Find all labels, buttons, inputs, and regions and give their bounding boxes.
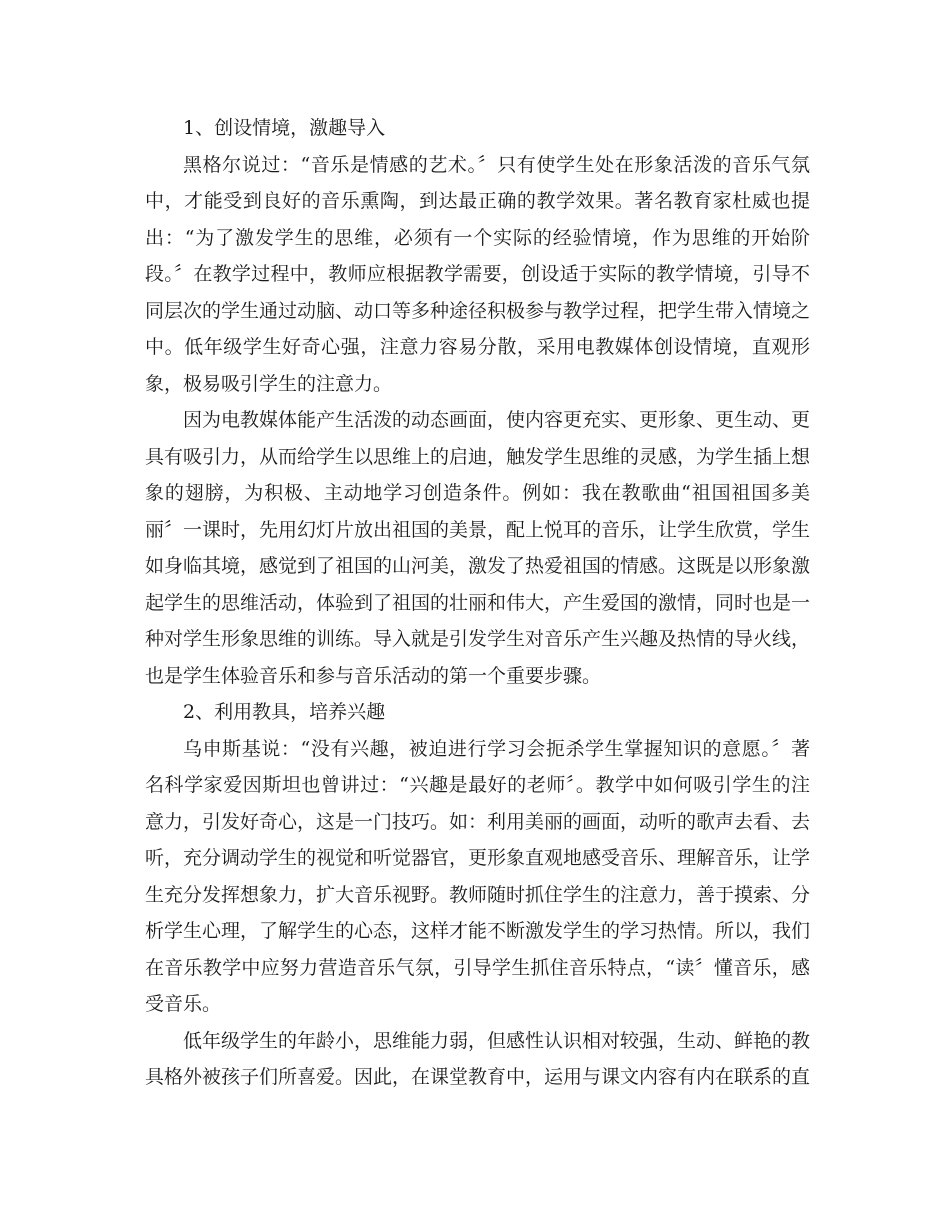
section-heading: 1、创设情境，激趣导入 [183, 117, 386, 139]
section-heading: 2、利用教具，培养兴趣 [183, 701, 386, 723]
paragraph: 乌申斯基说：“没有兴趣，被迫进行学习会扼杀学生掌握知识的意愿。〞著名科学家爱因斯坦也曾讲过：“兴趣是最好的老师〞。教学中如何吸引学生的注意力，引发好奇心，这是一门技巧。如：利用美丽的画面，动听的歌声去看、去听，充分调动学生的视觉和听觉器官，更形象直观地感受音乐、理解音乐，让学生充分发挥想象力，扩大音乐视野。教师随时抓住学生的注意力，善于摸索、分析学生心理，了解学生的心态，这样才能不断激发学生的学习热情。所以，我们在音乐教学中应努力营造音乐气氛，引导学生抓住音乐特点，“读〞懂音乐，感受音乐。 [145, 737, 811, 1015]
paragraph: 因为电教媒体能产生活泼的动态画面，使内容更充实、更形象、更生动、更具有吸引力，从而给学生以思维上的启迪，触发学生思维的灵感，为学生插上想象的翅膀，为积极、主动地学习创造条件。例如：我在教歌曲“祖国祖国多美丽〞一课时，先用幻灯片放出祖国的美景，配上悦耳的音乐，让学生欣赏，学生如身临其境，感觉到了祖国的山河美，激发了热爱祖国的情感。这既是以形象激起学生的思维活动，体验到了祖国的壮丽和伟大，产生爱国的激情，同时也是一种对学生形象思维的训练。导入就是引发学生对音乐产生兴趣及热情的导火线，也是学生体验音乐和参与音乐活动的第一个重要步骤。 [145, 409, 811, 687]
paragraph: 低年级学生的年龄小，思维能力弱，但感性认识相对较强，生动、鲜艳的教具格外被孩子们所喜爱。因此，在课堂教育中，运用与课文内容有内在联系的直 [145, 1029, 811, 1088]
paragraph: 黑格尔说过：“音乐是情感的艺术。〞只有使学生处在形象活泼的音乐气氛中，才能受到良好的音乐熏陶，到达最正确的教学效果。著名教育家杜威也提出：“为了激发学生的思维，必须有一个实际的经验情境，作为思维的开始阶段。〞在教学过程中，教师应根据教学需要，创设适于实际的教学情境，引导不同层次的学生通过动脑、动口等多种途径积极参与教学过程，把学生带入情境之中。低年级学生好奇心强，注意力容易分散，采用电教媒体创设情境，直观形象，极易吸引学生的注意力。 [145, 153, 811, 395]
document-page [145, 110, 810, 1096]
